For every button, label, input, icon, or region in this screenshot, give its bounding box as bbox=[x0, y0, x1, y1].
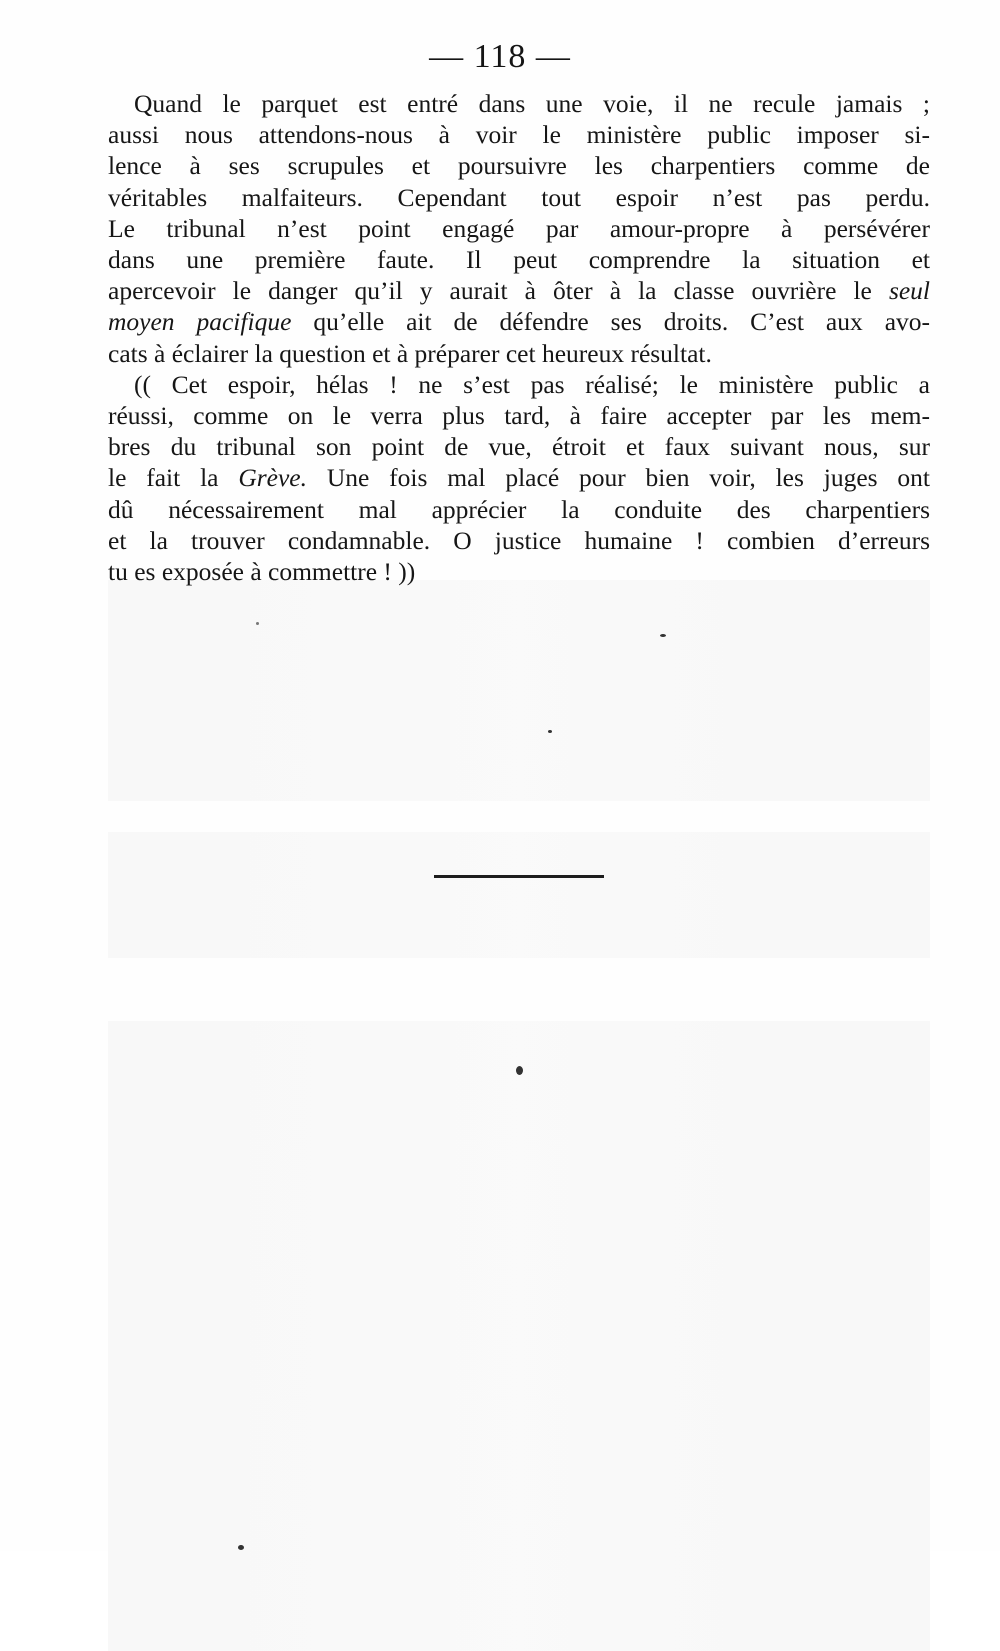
text-line: tu es exposée à commettre ! )) bbox=[108, 557, 416, 587]
text-line: aussi nous attendons-nous à voir le ministère public imposer si- bbox=[108, 120, 930, 150]
text-line: (( Cet espoir, hélas ! ne s’est pas réalisé; le ministère public a bbox=[134, 369, 930, 399]
text-line: dans une première faute. Il peut comprendre la situation et bbox=[108, 245, 930, 275]
paragraph-1 bbox=[108, 88, 930, 369]
text-line: dû nécessairement mal apprécier la conduite des charpentiers bbox=[108, 494, 930, 524]
paragraph-2 bbox=[108, 369, 930, 587]
ink-speck bbox=[660, 634, 666, 637]
ink-speck bbox=[256, 622, 259, 625]
text-line: Quand le parquet est entré dans une voie, il ne recule jamais ; bbox=[134, 89, 930, 118]
text-line: véritables malfaiteurs. Cependant tout espoir n’est pas perdu. bbox=[108, 182, 930, 212]
section-divider-rule bbox=[434, 875, 604, 878]
text-line: lence à ses scrupules et poursuivre les charpentiers comme de bbox=[108, 151, 930, 181]
ink-speck bbox=[238, 1545, 244, 1550]
body-text bbox=[108, 88, 930, 587]
text-line: Le tribunal n’est point engagé par amour-propre à persévérer bbox=[108, 213, 930, 243]
ink-speck bbox=[516, 1066, 523, 1075]
text-line: le fait la Grève. Une fois mal placé pour bien voir, les juges ont bbox=[108, 463, 930, 493]
text-line: bres du tribunal son point de vue, étroit et faux suivant nous, sur bbox=[108, 432, 930, 462]
ink-speck bbox=[548, 730, 552, 733]
page-number: — 118 — bbox=[429, 38, 571, 75]
text-line: et la trouver condamnable. O justice humaine ! combien d’erreurs bbox=[108, 525, 930, 555]
text-line: réussi, comme on le verra plus tard, à faire accepter par les mem- bbox=[108, 401, 930, 431]
text-line: apercevoir le danger qu’il y aurait à ôter à la classe ouvrière le seul bbox=[108, 276, 931, 306]
bleed-through-background bbox=[108, 580, 930, 1651]
text-line: moyen pacifique qu’elle ait de défendre ses droits. C’est aux avo- bbox=[108, 307, 931, 337]
text-line: cats à éclairer la question et à préparer cet heureux résultat. bbox=[108, 338, 712, 368]
